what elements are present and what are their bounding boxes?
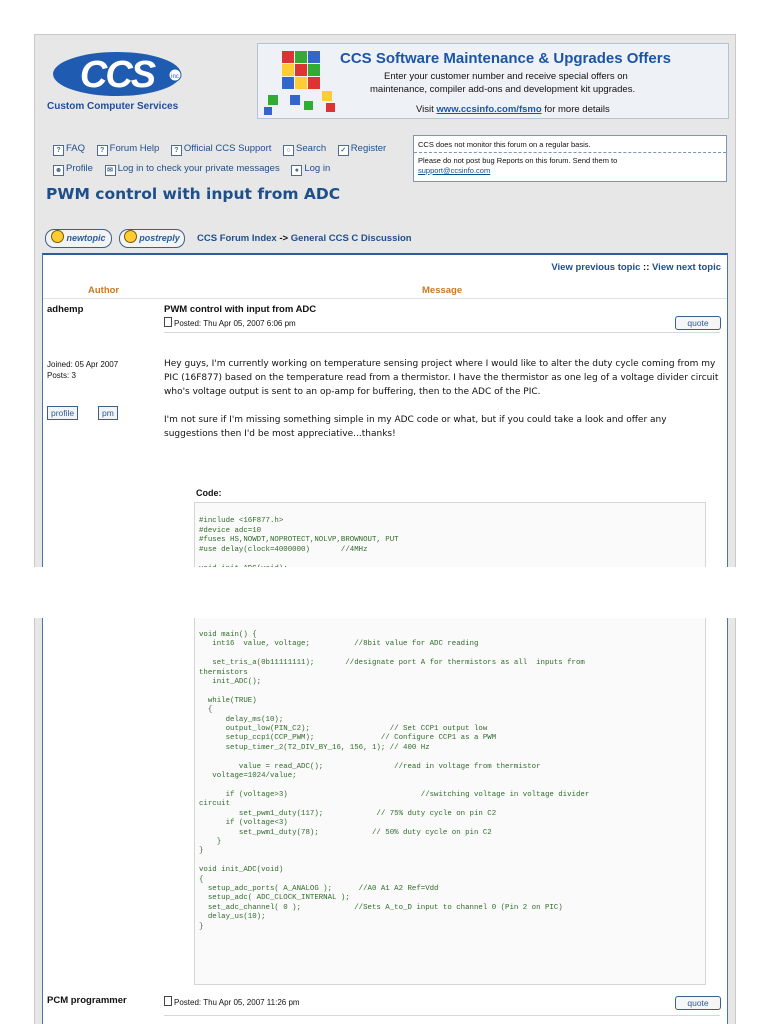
post-paragraph-2: I'm not sure if I'm missing something simple in my ADC code or what, but if you could take a look and offer any suggestions then I'd be most appreciative...thanks!	[164, 415, 667, 439]
help-icon: ?	[53, 145, 64, 156]
forum-notice	[413, 135, 727, 182]
nav-register[interactable]	[338, 143, 386, 156]
nav-row-1	[53, 143, 395, 156]
nav-private-messages[interactable]	[105, 163, 280, 176]
crumb-forum-index[interactable]: CCS Forum Index	[197, 233, 277, 244]
nav-login-label: Log in	[304, 163, 331, 174]
banner-visit-prefix: Visit	[416, 104, 437, 115]
notice-line-2	[414, 153, 726, 179]
nav-messages-label: Log in to check your private messages	[117, 163, 280, 174]
forum-page-top	[34, 34, 736, 568]
pm-button[interactable]	[98, 406, 118, 420]
nav-profile-label: Profile	[66, 163, 93, 174]
post-icon	[164, 317, 172, 327]
nav-support-label: Official CCS Support	[183, 143, 272, 154]
view-topic-links	[551, 262, 721, 273]
post-date-text-2: Posted: Thu Apr 05, 2007 11:26 pm	[174, 998, 300, 1007]
code-label: Code:	[196, 488, 222, 498]
post-divider-2	[164, 1015, 720, 1016]
banner-line-2: maintenance, compiler add-ons and development kit upgrades.	[370, 84, 636, 95]
nav-forum-help-label: Forum Help	[109, 143, 160, 154]
register-icon: ✓	[338, 145, 349, 156]
post-subject: PWM control with input from ADC	[164, 304, 317, 315]
maintenance-banner[interactable]	[257, 43, 729, 119]
new-topic-button[interactable]	[45, 229, 112, 248]
nav-faq[interactable]	[53, 143, 85, 156]
pm-label: pm	[102, 408, 114, 418]
topic-box	[42, 253, 728, 596]
author-column-header: Author	[88, 285, 120, 296]
nav-row-2	[53, 163, 339, 176]
profile-label: profile	[51, 408, 75, 418]
code-text: #include <16F877.h> #device adc=10 #fuses HS,NOWDT,NOPROTECT,NOLVP,BROWNOUT, PUT #use delay(clock=4000000) //4MHz	[199, 517, 399, 554]
author-info	[47, 359, 118, 381]
nav-official-support[interactable]	[171, 143, 271, 156]
post-icon	[164, 996, 172, 1006]
post-author-2: PCM programmer	[47, 995, 127, 1006]
topic-box-continued	[42, 618, 728, 1024]
help-icon: ?	[171, 145, 182, 156]
notice-line-2-text: Please do not post bug Reports on this forum. Send them to	[418, 156, 618, 165]
topic-title[interactable]: PWM control with input from ADC	[46, 185, 341, 203]
help-icon: ?	[97, 145, 108, 156]
post-date	[164, 317, 296, 328]
nav-login[interactable]	[291, 163, 330, 176]
breadcrumb	[197, 233, 412, 244]
post-date-text: Posted: Thu Apr 05, 2007 6:06 pm	[174, 319, 296, 328]
banner-title: CCS Software Maintenance & Upgrades Offers	[340, 50, 671, 67]
banner-line-1: Enter your customer number and receive special offers on	[384, 71, 628, 82]
author-post-count: Posts: 3	[47, 371, 76, 380]
post-reply-icon	[124, 230, 137, 243]
cube-graphic-icon	[260, 45, 340, 117]
crumb-separator: ->	[276, 233, 291, 244]
crumb-general-discussion[interactable]: General CCS C Discussion	[290, 233, 412, 244]
profile-button[interactable]	[47, 406, 78, 420]
notice-line-1: CCS does not monitor this forum on a regular basis.	[414, 136, 726, 153]
logo-subtitle: Custom Computer Services	[47, 101, 179, 112]
logo-mark: inc	[171, 74, 179, 80]
banner-visit	[416, 104, 610, 115]
quote-label: quote	[687, 318, 709, 328]
view-separator: ::	[640, 262, 653, 273]
post-body	[164, 357, 720, 455]
header-divider	[43, 298, 727, 299]
post-divider	[164, 332, 720, 333]
nav-register-label: Register	[350, 143, 387, 154]
support-email-link[interactable]: support@ccsinfo.com	[418, 166, 491, 175]
nav-forum-help[interactable]	[97, 143, 160, 156]
nav-search-label: Search	[296, 143, 327, 154]
login-icon: ●	[291, 165, 302, 176]
forum-page-bottom	[34, 618, 736, 1024]
new-topic-icon	[51, 230, 64, 243]
quote-label-2: quote	[687, 998, 709, 1008]
new-topic-label: newtopic	[66, 233, 106, 243]
banner-visit-link[interactable]: www.ccsinfo.com/fsmo	[436, 104, 542, 115]
post-author: adhemp	[47, 304, 84, 315]
code-text-continued: void main() { int16 value, voltage; //8bit value for ADC reading set_tris_a(0b11111111); //designate port A for thermistors as all inputs from thermistors init_ADC(); while(TRUE) { delay_ms(10); output_low(PIN_C2); // Set CCP1 output low setup_ccp1(CCP_PWM); // Configure CCP1 as a PWM setup_timer_2(T2_DIV_BY_16, 156, 1); // 400 Hz value = read_ADC(); //read in voltage from thermistor voltage=1024/value; if (voltage>3) //switching voltage in voltage divider circuit set_pwm1_duty(117); // 75% duty cycle on pin C2 if (voltage<3) set_pwm1_duty(78); // 50% duty cycle on pin C2 } } void init_ADC(void) { setup_adc_ports( A_ANALOG ); //A0 A1 A2 Ref=Vdd setup_adc( ADC_CLOCK_INTERNAL ); set_adc_channel( 0 ); //Sets A_to_D input to channel 0 (Pin 2 on PIC) delay_us(10); }	[199, 631, 590, 931]
author-joined: Joined: 05 Apr 2007	[47, 360, 119, 369]
nav-profile[interactable]	[53, 163, 93, 176]
nav-search[interactable]	[283, 143, 326, 156]
logo-text: CCS	[79, 54, 155, 96]
banner-visit-suffix: for more details	[541, 104, 610, 115]
quote-button[interactable]	[675, 316, 721, 330]
nav-faq-label: FAQ	[66, 143, 86, 154]
post-paragraph-1: Hey guys, I'm currently working on temperature sensing project where I would like to alter the duty cycle coming from my PIC (16F877) based on the temperature read from a thermistor. I have the thermistor as one leg of a voltage divider circuit who's voltage output is sent to an op-amp for buffering, then to the ADC of the PIC.	[164, 359, 719, 397]
post-date-2	[164, 996, 300, 1007]
view-next-topic-link[interactable]: View next topic	[652, 262, 721, 273]
post-reply-button[interactable]	[119, 229, 185, 248]
message-column-header: Message	[422, 285, 463, 296]
quote-button-2[interactable]	[675, 996, 721, 1010]
view-previous-topic-link[interactable]: View previous topic	[551, 262, 641, 273]
post-reply-label: postreply	[139, 233, 180, 243]
code-block-continued	[194, 618, 706, 985]
page-gap	[0, 567, 768, 618]
profile-icon: ☻	[54, 167, 63, 174]
message-icon: ✉	[105, 165, 116, 176]
search-icon: ○	[283, 145, 294, 156]
